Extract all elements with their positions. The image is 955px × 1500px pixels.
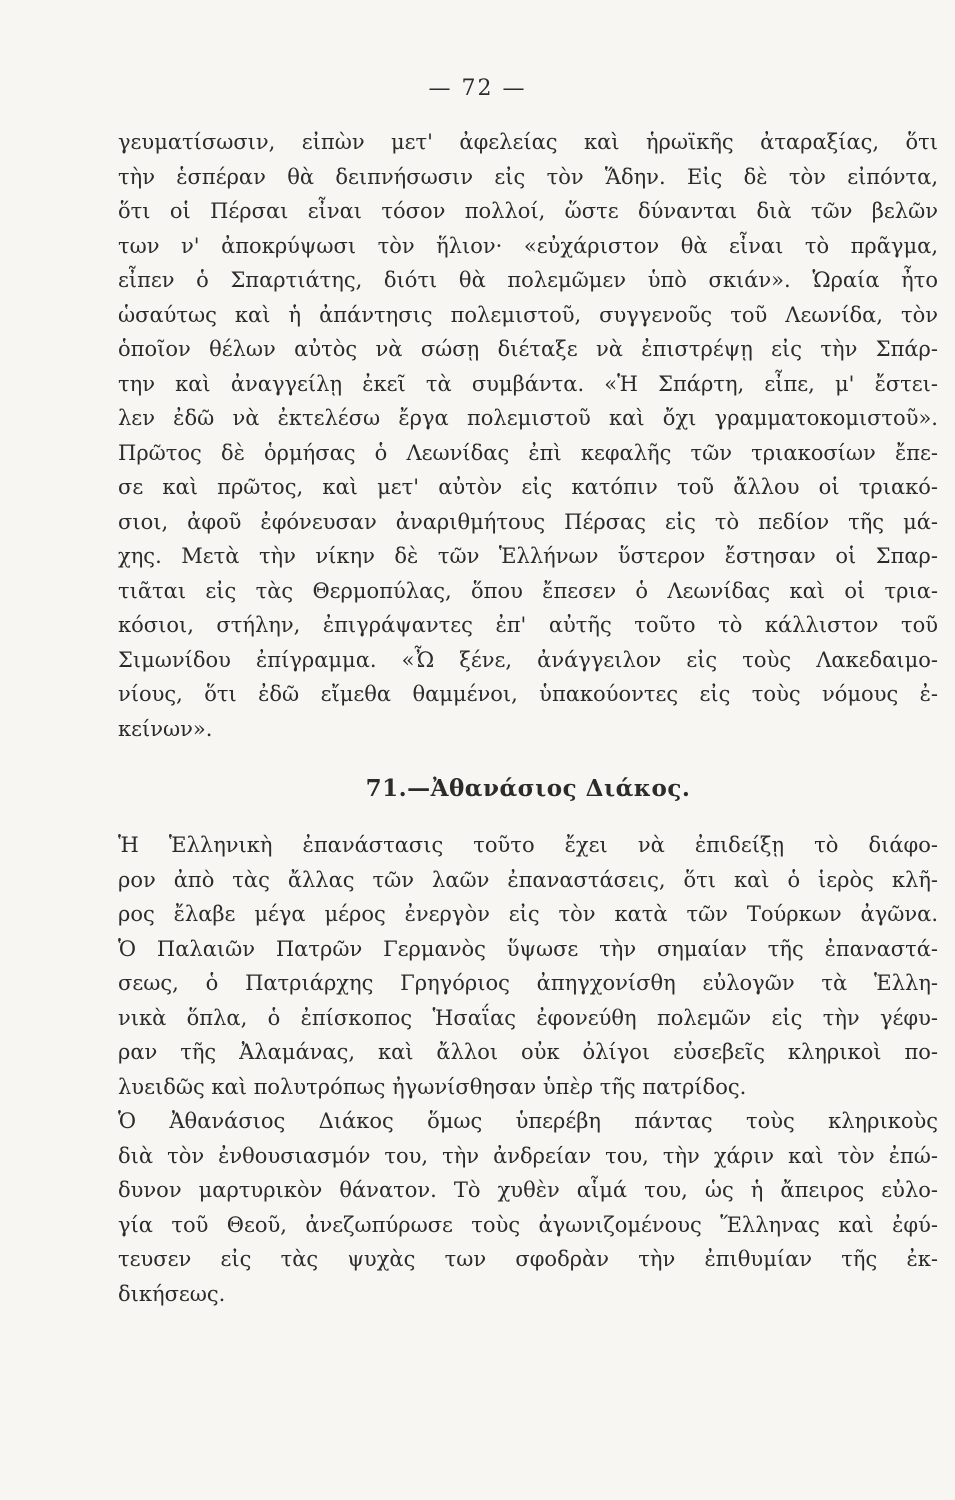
text-line: ρον ἀπὸ τὰς ἄλλας τῶν λαῶν ἐπαναστάσεις, ὅτι καὶ ὁ ἱερὸς κλῆ-: [118, 867, 938, 892]
text-line: δυνον μαρτυρικὸν θάνατον. Τὸ χυθὲν αἷμά του, ὡς ἡ ἄπειρος εὐλο-: [118, 1178, 938, 1202]
text-line: γία τοῦ Θεοῦ, ἀνεζωπύρωσε τοὺς ἀγωνιζομένους Ἕλληνας καὶ ἐφύ-: [118, 1212, 938, 1237]
text-line: λεν ἐδῶ νὰ ἐκτελέσω ἔργα πολεμιστοῦ καὶ ὄχι γραμματοκομιστοῦ».: [118, 406, 938, 430]
text-line: νίους, ὅτι ἐδῶ εἴμεθα θαμμένοι, ὑπακούοντες εἰς τοὺς νόμους ἐ-: [118, 682, 938, 706]
text-line: Σιμωνίδου ἐπίγραμμα. «Ὦ ξένε, ἀνάγγειλον εἰς τοὺς Λακεδαιμο-: [118, 647, 938, 672]
section-paragraph: [118, 828, 938, 1104]
text-line: Ὁ Ἀθανάσιος Διάκος ὅμως ὑπερέβη πάντας τοὺς κληρικοὺς: [118, 1109, 938, 1133]
text-line: Ὁ Παλαιῶν Πατρῶν Γερμανὸς ὕψωσε τὴν σημαίαν τῆς ἐπαναστά-: [118, 936, 938, 961]
text-line: λυειδῶς καὶ πολυτρόπως ἠγωνίσθησαν ὑπὲρ τῆς πατρίδος.: [118, 1074, 747, 1099]
text-line: νικὰ ὅπλα, ὁ ἐπίσκοπος Ἡσαΐας ἐφονεύθη πολεμῶν εἰς τὴν γέφυ-: [118, 1005, 938, 1030]
text-line: τιᾶται εἰς τὰς Θερμοπύλας, ὅπου ἔπεσεν ὁ Λεωνίδας καὶ οἱ τρια-: [118, 578, 938, 603]
text-line: τὴν ἑσπέραν θὰ δειπνήσωσιν εἰς τὸν Ἅδην. Εἰς δὲ τὸν εἰπόντα,: [118, 164, 938, 189]
text-line: κείνων».: [118, 716, 213, 741]
paragraph-continued: [118, 125, 938, 746]
section-paragraph: [118, 1104, 938, 1311]
text-line: δικήσεως.: [118, 1281, 226, 1306]
text-line: εἶπεν ὁ Σπαρτιάτης, διότι θὰ πολεμῶμεν ὑπὸ σκιάν». Ὡραία ἦτο: [118, 268, 938, 292]
text-line: διὰ τὸν ἐνθουσιασμόν του, τὴν ἀνδρείαν του, τὴν χάριν καὶ τὸν ἐπώ-: [118, 1143, 938, 1168]
text-line: γευματίσωσιν, εἰπὼν μετ' ἀφελείας καὶ ἡρωϊκῆς ἀταραξίας, ὅτι: [118, 130, 938, 154]
text-line: σιοι, ἀφοῦ ἐφόνευσαν ἀναριθμήτους Πέρσας εἰς τὸ πεδίον τῆς μά-: [118, 509, 938, 534]
text-line: ὡσαύτως καὶ ἡ ἀπάντησις πολεμιστοῦ, συγγενοῦς τοῦ Λεωνίδα, τὸν: [118, 302, 938, 327]
text-line: σε καὶ πρῶτος, καὶ μετ' αὐτὸν εἰς κατόπιν τοῦ ἄλλου οἱ τριακό-: [118, 475, 938, 499]
text-line: την καὶ ἀναγγείλῃ ἐκεῖ τὰ συμβάντα. «Ἡ Σπάρτη, εἶπε, μ' ἔστει-: [118, 371, 938, 396]
text-line: τευσεν εἰς τὰς ψυχὰς των σφοδρὰν τὴν ἐπιθυμίαν τῆς ἐκ-: [118, 1247, 938, 1271]
text-line: Πρῶτος δὲ ὁρμήσας ὁ Λεωνίδας ἐπὶ κεφαλῆς τῶν τριακοσίων ἔπε-: [118, 440, 938, 465]
page-body: [118, 125, 938, 1311]
section-heading: 71.—Ἀθανάσιος Διάκος.: [365, 775, 691, 802]
text-line: χης. Μετὰ τὴν νίκην δὲ τῶν Ἑλλήνων ὕστερον ἔστησαν οἱ Σπαρ-: [118, 544, 938, 568]
text-line: ὁποῖον θέλων αὐτὸς νὰ σώσῃ διέταξε νὰ ἐπιστρέψῃ εἰς τὴν Σπάρ-: [118, 337, 938, 361]
text-line: κόσιοι, στήλην, ἐπιγράψαντες ἐπ' αὐτῆς τοῦτο τὸ κάλλιστον τοῦ: [118, 613, 938, 637]
text-line: σεως, ὁ Πατριάρχης Γρηγόριος ἀπηγχονίσθη εὐλογῶν τὰ Ἑλλη-: [118, 971, 938, 995]
text-line: των ν' ἀποκρύψωσι τὸν ἥλιον· «εὐχάριστον θὰ εἶναι τὸ πρᾶγμα,: [118, 233, 938, 258]
text-line: ραν τῆς Ἀλαμάνας, καὶ ἄλλοι οὐκ ὀλίγοι εὐσεβεῖς κληρικοὶ πο-: [118, 1040, 938, 1064]
page-number: — 72 —: [428, 76, 527, 101]
text-line: ρος ἔλαβε μέγα μέρος ἐνεργὸν εἰς τὸν κατὰ τῶν Τούρκων ἀγῶνα.: [118, 902, 938, 926]
text-line: ὅτι οἱ Πέρσαι εἶναι τόσον πολλοί, ὥστε δύνανται διὰ τῶν βελῶν: [118, 199, 938, 223]
text-line: Ἡ Ἑλληνικὴ ἐπανάστασις τοῦτο ἔχει νὰ ἐπιδείξῃ τὸ διάφο-: [118, 833, 938, 857]
